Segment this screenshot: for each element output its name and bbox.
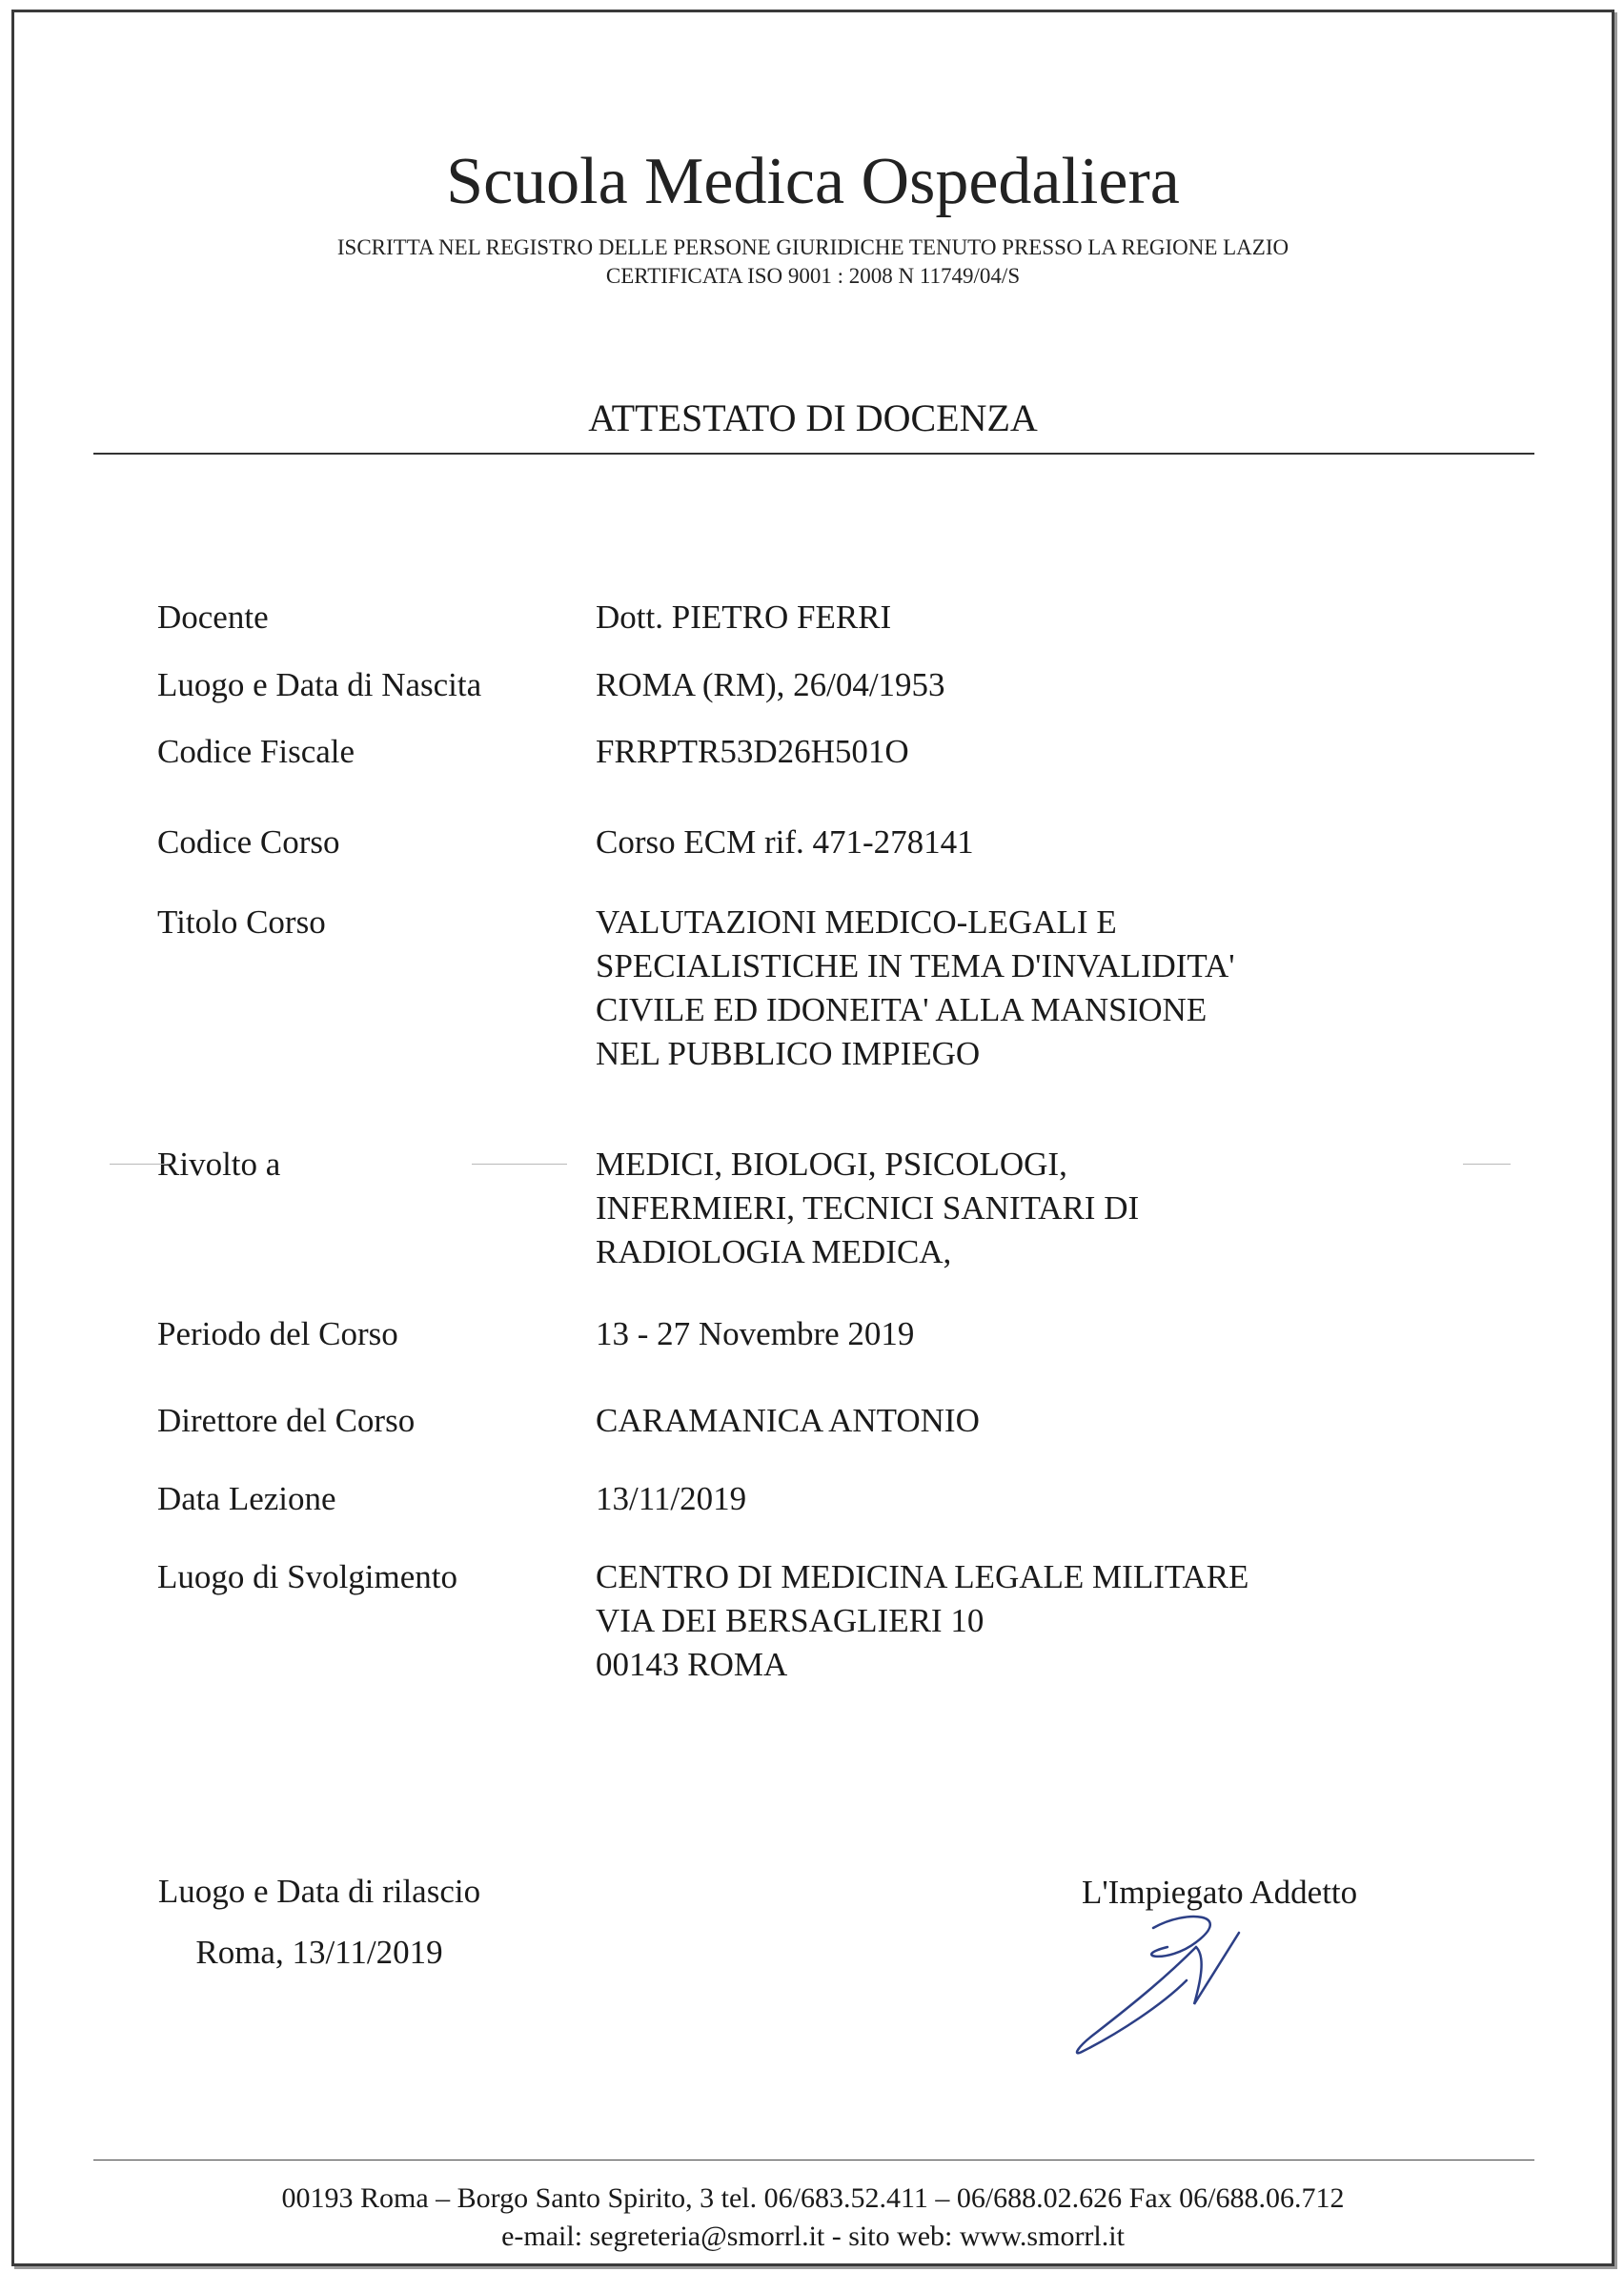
scan-artifact (1463, 1164, 1511, 1165)
birth-label: Luogo e Data di Nascita (157, 666, 482, 703)
lesson-date-value: 13/11/2019 (596, 1480, 747, 1517)
scan-artifact (110, 1164, 167, 1165)
venue-line: VIA DEI BERSAGLIERI 10 (596, 1602, 985, 1639)
institution-name: Scuola Medica Ospedaliera (446, 145, 1180, 218)
release-value: Roma, 13/11/2019 (195, 1934, 443, 1971)
audience-line: RADIOLOGIA MEDICA, (596, 1233, 952, 1270)
course-code-label: Codice Corso (157, 823, 340, 861)
period-label: Periodo del Corso (157, 1315, 398, 1352)
employee-label: L'Impiegato Addetto (1082, 1874, 1358, 1911)
release-label: Luogo e Data di rilascio (157, 1873, 481, 1910)
footer-contacts: e-mail: segreteria@smorrl.it - sito web: www.smorrl.it (501, 2221, 1125, 2252)
docente-label: Docente (157, 598, 269, 636)
venue-value (596, 1555, 1248, 1687)
certificate-page (11, 10, 1614, 2266)
course-title-line: SPECIALISTICHE IN TEMA D'INVALIDITA' (596, 947, 1235, 984)
lesson-date-label: Data Lezione (157, 1480, 336, 1517)
audience-value (596, 1143, 1139, 1274)
registry-subtitle: ISCRITTA NEL REGISTRO DELLE PERSONE GIURIDICHE TENUTO PRESSO LA REGIONE LAZIO (336, 235, 1289, 259)
title-divider (93, 453, 1534, 455)
release-block (129, 1869, 510, 1976)
course-title-label: Titolo Corso (157, 903, 326, 941)
footer-address: 00193 Roma – Borgo Santo Spirito, 3 tel. 06/683.52.411 – 06/688.02.626 Fax 06/688.06.712 (281, 2182, 1345, 2214)
audience-line: INFERMIERI, TECNICI SANITARI DI (596, 1189, 1140, 1227)
course-title-value (596, 901, 1235, 1076)
venue-line: 00143 ROMA (596, 1646, 788, 1683)
scan-artifact (472, 1164, 567, 1165)
certification-subtitle: CERTIFICATA ISO 9001 : 2008 N 11749/04/S (605, 264, 1021, 288)
venue-line: CENTRO DI MEDICINA LEGALE MILITARE (596, 1558, 1249, 1595)
course-title-line: NEL PUBBLICO IMPIEGO (596, 1035, 981, 1072)
course-title-line: CIVILE ED IDONEITA' ALLA MANSIONE (596, 991, 1208, 1028)
fiscal-code-label: Codice Fiscale (157, 733, 355, 770)
director-value: CARAMANICA ANTONIO (596, 1402, 980, 1439)
signature-image (1053, 1890, 1272, 2061)
venue-label: Luogo di Svolgimento (157, 1558, 457, 1595)
fiscal-code-value: FRRPTR53D26H501O (596, 733, 909, 770)
course-code-value: Corso ECM rif. 471-278141 (596, 823, 974, 861)
birth-value: ROMA (RM), 26/04/1953 (596, 666, 945, 703)
audience-line: MEDICI, BIOLOGI, PSICOLOGI, (596, 1146, 1067, 1183)
course-title-line: VALUTAZIONI MEDICO-LEGALI E (596, 903, 1117, 941)
director-label: Direttore del Corso (157, 1402, 416, 1439)
document-title: ATTESTATO DI DOCENZA (588, 396, 1038, 439)
docente-value: Dott. PIETRO FERRI (596, 598, 892, 636)
period-value: 13 - 27 Novembre 2019 (596, 1315, 915, 1352)
audience-label: Rivolto a (157, 1146, 281, 1183)
